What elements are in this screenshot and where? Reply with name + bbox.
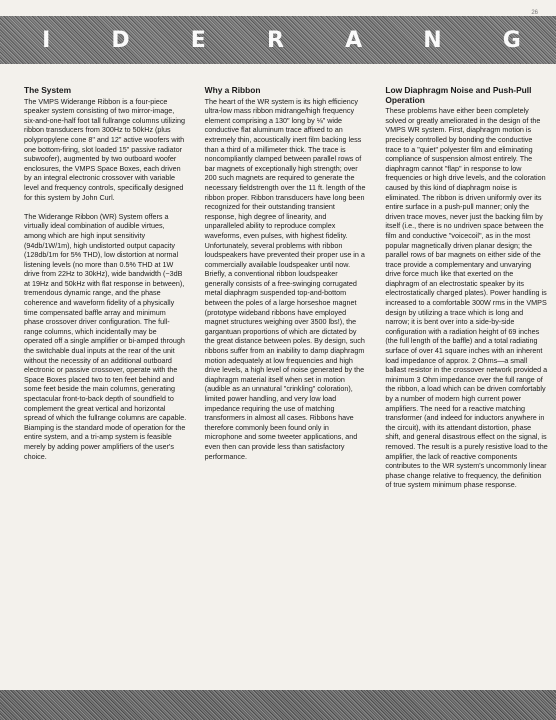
banner-letter: R xyxy=(266,27,285,53)
body-paragraph: The Widerange Ribbon (WR) System offers a virtually ideal combination of audible virtues, among which are high input sensitivity (94db/1W/1m), high undistorted output capacity (128db/1m for 5% THD), low distortion at normal listening levels (no more than 0.5% THD at 1W drive from 22Hz to 30kHz), wide bandwidth (−3dB at 19Hz and 50kHz with flat response in between), tremendous dynamic range, and the phase coherence and waveform fidelity of a physically time compensated baffle array and minimum phase crossover driver configuration. The full-range columns, which incidentally may be operated off a single amplifier or bi-amped through the switchable dual inputs at the rear of the unit without the necessity of an additional outboard electronic or passive crossover, operate with the Space Boxes placed two to ten feet behind and some feet beside the main columns, generating spectacular front-to-back depth of soundfield to complement the great vertical and horizontal spread of which the fullrange columns are capable. Biamping is the standard mode of operation for the entire system, and a tri-amp system is feasible merely by adding power amplifiers of the user's choice. xyxy=(24,211,187,461)
banner-letter: D xyxy=(111,27,131,53)
page-number: 26 xyxy=(531,10,538,16)
section-heading: Low Diaphragm Noise and Push-Pull Operation xyxy=(385,85,532,105)
column-why-a-ribbon xyxy=(205,86,368,500)
section-heading: The System xyxy=(24,85,72,95)
section-heading: Why a Ribbon xyxy=(204,85,261,95)
banner-letter: A xyxy=(345,27,364,53)
banner-letter: I xyxy=(42,27,52,53)
body-paragraph: The heart of the WR system is its high efficiency ultra-low mass ribbon midrange/high frequency element comprising a 130" long by ⅛" wide conductive flat aluminum trace affixed to an extremely thin, acoustically inert film backing less than a third of a millimeter thick. The trace is noncompliantly clamped between parallel rows of bar magnets of exceptionally high strength; over 200 such magnets are required to generate the necessary fieldstrength over the 11 ft. length of the ribbon proper. Ribbon transducers have long been recognized for their outstanding transient response, high degree of linearity, and unparalleled ability to reproduce complex waveforms, even pulses, with highest fidelity. Unfortunately, several problems with ribbon loudspeakers have prevented their proper use in a commercially available loudspeaker until now. Briefly, a conventional ribbon loudspeaker generally consists of a free-swinging corrugated metal diaphragm suspended top-and-bottom between the poles of a large horseshoe magnet (prototype wideband ribbons have employed magnet structures weighing over 3500 lbs!), the gargantuan proportions of which are dictated by the great distance between poles. By design, such ribbons suffer from an inability to damp diaphragm motion adequately at low frequencies and high drive levels, a high level of noise generated by the diaphragm material itself when set in motion (audible as an unnatural "crinkling" coloration), limited power handling, and very low load impedance requiring the use of matching transformers in almost all cases. Ribbons have therefore commonly been found only in microphone and some tweeter applications, and even then can provide less than satisfactory performance. xyxy=(204,96,366,461)
title-banner xyxy=(0,16,556,64)
article-columns xyxy=(24,86,548,500)
banner-letter: E xyxy=(190,27,207,53)
column-low-diaphragm-noise xyxy=(385,86,548,500)
body-paragraph: These problems have either been completely solved or greatly ameliorated in the design of the VMPS WR system. First, diaphragm motion is precisely controlled by bonding the conductive trace to a "quiet" polyester film and eliminating compliance of suspension almost entirely. The diaphragm cannot "flap" in response to low frequencies or high drive levels, and the coloration caused by this kind of diaphragm noise is eliminated. The ribbon is driven uniformly over its entire surface in a push-pull manner; only the driven trace moves, never just the backing film by itself (i.e., there is no undriven space between the film and conductive "voicecoil", as in the most popular magnetically driven planar design; the parallel rows of bar magnets on either side of the trace provide a complementary and unvarying drive force much like that exerted on the diaphragm of an electrostatic speaker by its electrostatically charged plates). Power handling is increased to a comfortable 300W rms in the VMPS design by utilizing a trace which is long and narrow; it is bent over into a side-by-side configuration with a radiation height of 69 inches (the full length of the baffle) and a total radiating surface of over 41 square inches with an inherent load impedance of approx. 2 Ohms—a small ballast resistor in the crossover network provided a minimum 3 Ohm impedance over the full range of the ribbon, a load which can be driven comfortably by a number of modern high current power amplifiers. The need for a reactive matching transformer (and indeed for inductors anywhere in the circuit), with its attendant distortion, phase shift, and general disastrous effect on the signal, is removed. The result is a purely resistive load to the amplifier, the lack of reactive components contributes to the WR system's uncommonly linear phase change relative to frequency, the definition of true system minimum phase response. xyxy=(385,106,548,490)
bottom-decorative-band xyxy=(0,690,556,720)
body-paragraph: The VMPS Widerange Ribbon is a four-piece speaker system consisting of two mirror-image, six-and-one-half foot tall fullrange columns utilizing ribbon transducers from 300Hz to 50kHz (plus polypropylene cone 8" and 12" active woofers with one bottom-firing, slot loaded 15" passive radiator subwoofer), augmented by two outboard woofer enclosures, the VMPS Space Boxes, each driven by an integral electronic crossover with variable level and frequency controls, specifically designed for this system by John Curl. xyxy=(24,96,186,202)
column-the-system xyxy=(24,86,187,500)
banner-letter: G xyxy=(502,27,522,53)
banner-letter: N xyxy=(423,27,443,53)
